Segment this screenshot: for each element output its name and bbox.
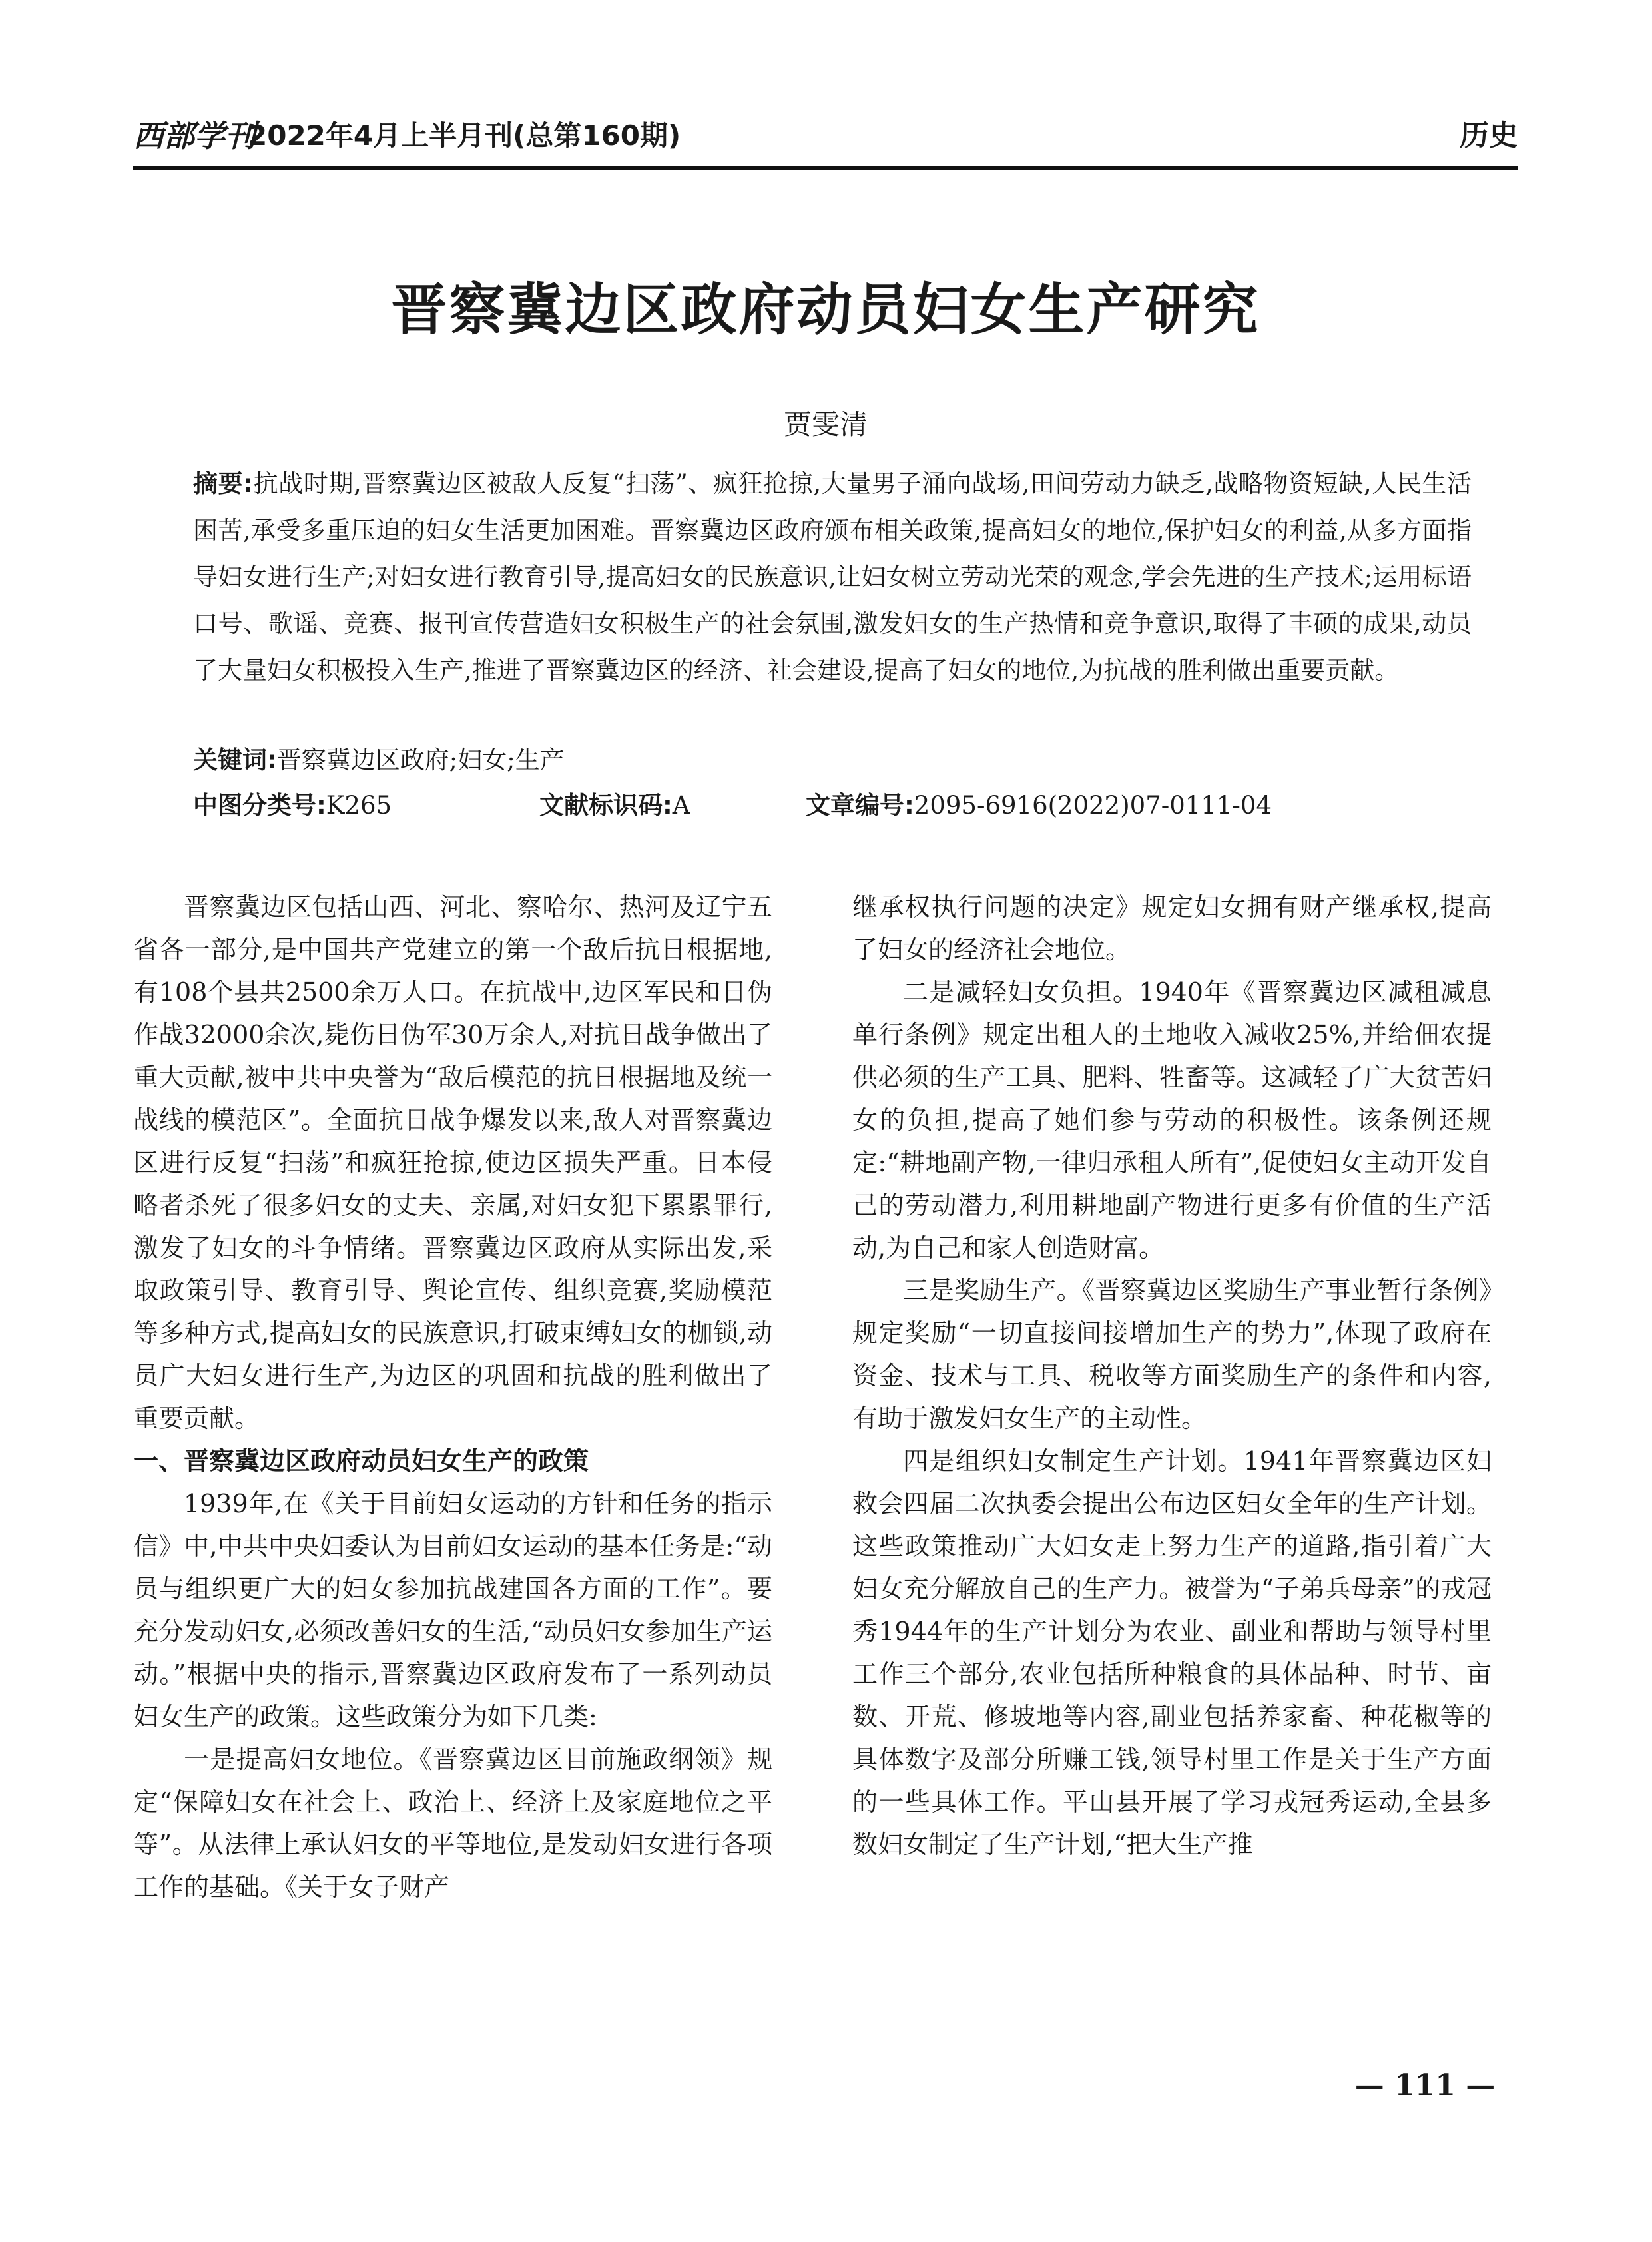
clc-label: 中图分类号: xyxy=(193,791,326,820)
issue-info: 2022年4月上半月刊(总第160期) xyxy=(248,119,681,152)
doc-code-item xyxy=(539,784,690,827)
journal-logo: 西部学刊 xyxy=(133,118,256,154)
page-number: — 111 — xyxy=(1354,2068,1496,2102)
doc-code-value: A xyxy=(672,791,690,820)
body-paragraph: 四是组织妇女制定生产计划。1941年晋察冀边区妇救会四届二次执委会提出公布边区妇女全年的生产计划。这些政策推动广大妇女走上努力生产的道路,指引着广大妇女充分解放自己的生产力。被誉为“子弟兵母亲”的戎冠秀1944年的生产计划分为农业、副业和帮助与领导村里工作三个部分,农业包括所种粮食的具体品种、时节、亩数、开荒、修坡地等内容,副业包括养家畜、种花椒等的具体数字及部分所赚工钱,领导村里工作是关于生产方面的一些具体工作。平山县开展了学习戎冠秀运动,全县多数妇女制定了生产计划,“把大生产推 xyxy=(852,1446,1492,1859)
abstract-text: 抗战时期,晋察冀边区被敌人反复“扫荡”、疯狂抢掠,大量男子涌向战场,田间劳动力缺乏,战略物资短缺,人民生活困苦,承受多重压迫的妇女生活更加困难。晋察冀边区政府颁布相关政策,提高妇女的地位,保护妇女的利益,从多方面指导妇女进行生产;对妇女进行教育引导,提高妇女的民族意识,让妇女树立劳动光荣的观念,学会先进的生产技术;运用标语口号、歌谣、竞赛、报刊宣传营造妇女积极生产的社会氛围,激发妇女的生产热情和竞争意识,取得了丰硕的成果,动员了大量妇女积极投入生产,推进了晋察冀边区的经济、社会建设,提高了妇女的地位,为抗战的胜利做出重要贡献。 xyxy=(193,469,1472,685)
section-heading: 一、晋察冀边区政府动员妇女生产的政策 xyxy=(133,1446,589,1476)
right-column xyxy=(852,886,1492,1866)
article-no-label: 文章编号: xyxy=(806,791,914,820)
section-label: 历史 xyxy=(1460,119,1518,152)
clc-value: K265 xyxy=(326,791,392,820)
body-paragraph: 1939年,在《关于目前妇女运动的方针和任务的指示信》中,中共中央妇委认为目前妇女运动的基本任务是:“动员与组织更广大的妇女参加抗战建国各方面的工作”。要充分发动妇女,必须改善妇女的生活,“动员妇女参加生产运动。”根据中央的指示,晋察冀边区政府发布了一系列动员妇女生产的政策。这些政策分为如下几类: xyxy=(133,1489,772,1731)
article-title: 晋察冀边区政府动员妇女生产研究 xyxy=(391,276,1260,342)
keywords xyxy=(193,739,1472,782)
body-paragraph: 一是提高妇女地位。《晋察冀边区目前施政纲领》规定“保障妇女在社会上、政治上、经济上及家庭地位之平等”。从法律上承认妇女的平等地位,是发动妇女进行各项工作的基础。《关于女子财产 xyxy=(133,1745,772,1902)
left-column xyxy=(133,886,772,1908)
body-paragraph: 三是奖励生产。《晋察冀边区奖励生产事业暂行条例》规定奖励“一切直接间接增加生产的势力”,体现了政府在资金、技术与工具、税收等方面奖励生产的条件和内容,有助于激发妇女生产的主动性。 xyxy=(852,1276,1492,1433)
body-paragraph-continued: 继承权执行问题的决定》规定妇女拥有财产继承权,提高了妇女的经济社会地位。 xyxy=(852,892,1492,964)
abstract xyxy=(193,461,1472,694)
clc-item xyxy=(193,784,392,827)
keywords-label: 关键词: xyxy=(193,746,277,774)
header-rule xyxy=(133,166,1518,170)
body-paragraph: 晋察冀边区包括山西、河北、察哈尔、热河及辽宁五省各一部分,是中国共产党建立的第一个敌后抗日根据地,有108个县共2500余万人口。在抗战中,边区军民和日伪作战32000余次,毙伤日伪军30万余人,对抗日战争做出了重大贡献,被中共中央誉为“敌后模范的抗日根据地及统一战线的模范区”。全面抗日战争爆发以来,敌人对晋察冀边区进行反复“扫荡”和疯狂抢掠,使边区损失严重。日本侵略者杀死了很多妇女的丈夫、亲属,对妇女犯下累累罪行,激发了妇女的斗争情绪。晋察冀边区政府从实际出发,采取政策引导、教育引导、舆论宣传、组织竞赛,奖励模范等多种方式,提高妇女的民族意识,打破束缚妇女的枷锁,动员广大妇女进行生产,为边区的巩固和抗战的胜利做出了重要贡献。 xyxy=(133,892,772,1433)
doc-code-label: 文献标识码: xyxy=(539,791,673,820)
article-author: 贾雯清 xyxy=(783,408,868,441)
classification-line xyxy=(193,784,1472,827)
body-paragraph: 二是减轻妇女负担。1940年《晋察冀边区减租减息单行条例》规定出租人的土地收入减收25%,并给佃农提供必须的生产工具、肥料、牲畜等。这减轻了广大贫苦妇女的负担,提高了她们参与劳动的积极性。该条例还规定:“耕地副产物,一律归承租人所有”,促使妇女主动开发自己的劳动潜力,利用耕地副产物进行更多有价值的生产活动,为自己和家人创造财富。 xyxy=(852,978,1492,1262)
abstract-label: 摘要: xyxy=(193,469,253,498)
page-header xyxy=(133,112,1518,160)
article-no-value: 2095-6916(2022)07-0111-04 xyxy=(914,791,1272,820)
keywords-text: 晋察冀边区政府;妇女;生产 xyxy=(276,746,565,774)
article-no-item xyxy=(806,784,1272,827)
